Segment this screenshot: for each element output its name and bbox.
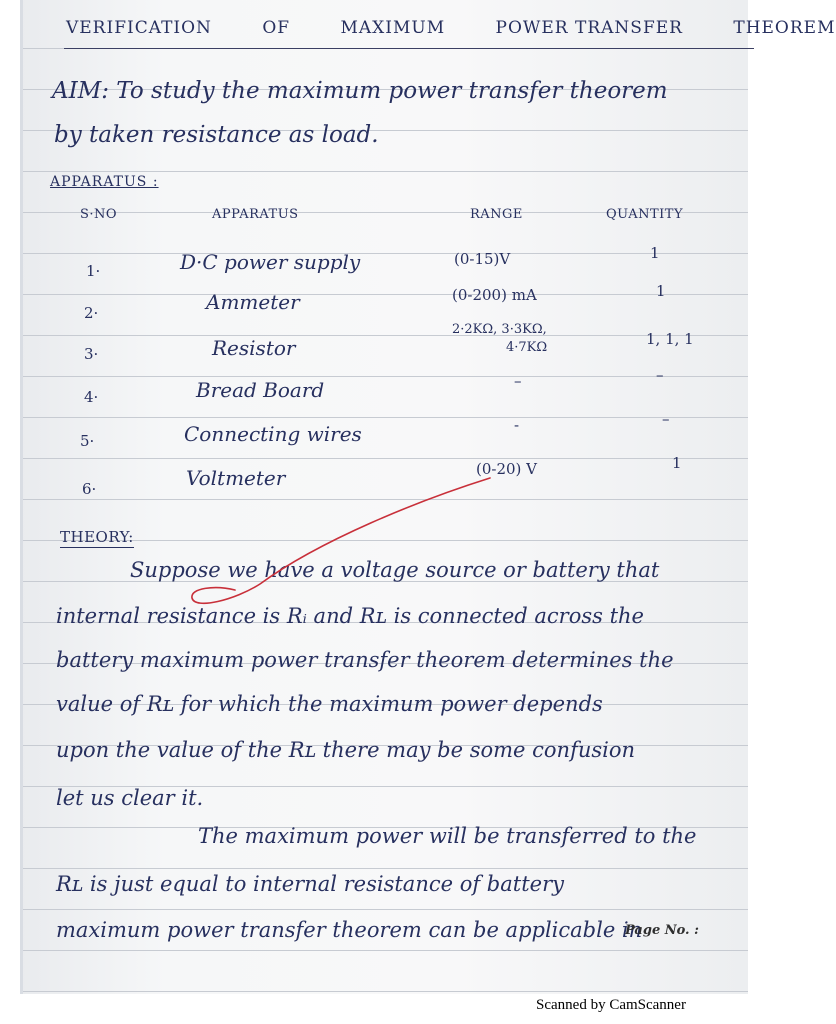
row-3-sno: 3·	[84, 345, 99, 363]
title-word-2: OF	[262, 18, 291, 38]
theory-line-5: upon the value of the Rʟ there may be some confusion	[56, 738, 636, 762]
row-4-range: –	[514, 372, 522, 390]
theory-line-8: Rʟ is just equal to internal resistance of battery	[56, 872, 564, 896]
notebook-page	[20, 0, 836, 994]
col-header-apparatus: APPARATUS	[212, 207, 299, 222]
row-1-apparatus: D·C power supply	[180, 250, 361, 274]
apparatus-heading: APPARATUS :	[50, 174, 159, 190]
row-6-qty: 1	[672, 454, 682, 472]
scanner-watermark: Scanned by CamScanner	[536, 997, 686, 1013]
row-6-sno: 6·	[82, 480, 97, 498]
theory-line-3: battery maximum power transfer theorem determines the	[56, 648, 674, 672]
row-2-range: (0-200) mA	[452, 286, 537, 304]
title-word-1: VERIFICATION	[66, 18, 212, 38]
row-1-qty: 1	[650, 244, 660, 262]
row-1-range: (0-15)V	[454, 250, 511, 268]
row-2-apparatus: Ammeter	[206, 290, 300, 314]
col-header-sno: S·NO	[80, 207, 118, 222]
row-4-apparatus: Bread Board	[196, 378, 325, 402]
row-6-range: (0-20) V	[476, 460, 538, 478]
row-3-range-line-1: 2·2KΩ, 3·3KΩ,	[452, 322, 547, 337]
row-2-qty: 1	[656, 282, 666, 300]
row-3-range-line-2: 4·7KΩ	[506, 340, 548, 355]
col-header-range: RANGE	[470, 207, 523, 222]
title-word-4: POWER TRANSFER	[495, 18, 683, 38]
row-4-qty: –	[656, 366, 664, 384]
row-5-sno: 5·	[80, 432, 95, 450]
title-word-5: THEOREM	[733, 18, 836, 38]
red-pen-stroke	[20, 0, 748, 994]
theory-heading: THEORY:	[60, 528, 134, 546]
theory-line-2: internal resistance is Rᵢ and Rʟ is connected across the	[56, 604, 644, 628]
row-1-sno: 1·	[86, 262, 101, 280]
theory-line-6: let us clear it.	[56, 786, 204, 810]
row-3-qty: 1, 1, 1	[646, 330, 694, 348]
col-header-quantity: QUANTITY	[606, 207, 684, 222]
row-4-sno: 4·	[84, 388, 99, 406]
page-number-label: Page No. :	[625, 923, 699, 938]
row-5-apparatus: Connecting wires	[184, 422, 362, 446]
theory-line-1: Suppose we have a voltage source or battery that	[130, 558, 660, 582]
theory-line-7: The maximum power will be transferred to the	[198, 824, 697, 848]
row-2-sno: 2·	[84, 304, 99, 322]
title-word-3: MAXIMUM	[340, 18, 446, 38]
row-5-range: -	[514, 416, 520, 434]
row-5-qty: –	[662, 410, 670, 428]
aim-line-2: by taken resistance as load.	[54, 122, 379, 148]
row-3-apparatus: Resistor	[212, 336, 296, 360]
theory-line-9: maximum power transfer theorem can be applicable in	[56, 918, 643, 942]
aim-line-1: AIM: To study the maximum power transfer theorem	[52, 78, 668, 104]
theory-line-4: value of Rʟ for which the maximum power depends	[56, 692, 603, 716]
row-6-apparatus: Voltmeter	[186, 466, 286, 490]
